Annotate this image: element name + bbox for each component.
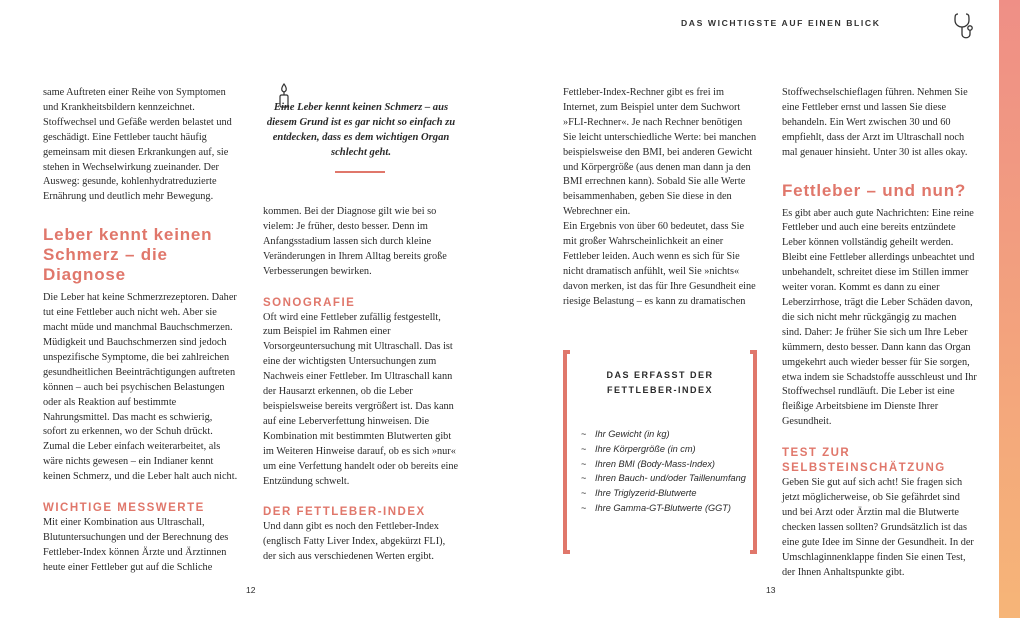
running-head: DAS WICHTIGSTE AUF EINEN BLICK [681,18,881,28]
tilde-bullet-icon: ~ [581,473,587,484]
tilde-bullet-icon: ~ [581,429,587,439]
heading-messwerte: WICHTIGE MESSWERTE [43,502,205,515]
list-item: ~ Ihren BMI (Body-Mass-Index) [581,457,751,472]
quote-divider [335,171,385,173]
col2-paragraph-2: Oft wird eine Fettleber zufällig festgestellt, zum Beispiel im Rahmen einer Vorsorgeuntersuchung mit Ultraschall. Das ist eine der wichtigsten Untersuchungen zum Nachweis einer Fettleber. Im Ultraschall kann der Hausarzt erkennen, ob die Leber beispielsweise bereits vergrößert ist. Das kann auf eine Leberverfettung hinweisen. Die Kombination mit bestimmten Blutwerten gibt im Weiteren Hinweise darauf, ob es sich »nur« um eine Verfettung handelt oder ob bereits eine Entzündung schwelt. [263,311,459,487]
col4-paragraph-2: Es gibt aber auch gute Nachrichten: Eine reine Fettleber und auch eine bereits entzündete Leber können vollständig geheilt werden. Bleibt eine Fettleber allerdings unbeachtet und unbehandelt, schreitet diese im Stillen immer weiter voran. Kommt es dann zu einer Leberzirrhose, trägt die Leber Schäden davon, die sich nicht mehr rückgängig zu machen sind. Daher: Je früher Sie sich um Ihre Leber kümmern, desto besser. Dann kann das Organ umgekehrt auch wieder besser für Sie sorgen, etwa indem sie Schadstoffe ausschleust und Ihr Stoffwechsel rundläuft. Die Leber ist eine fleißige Arbeitsbiene im Dienste Ihrer Gesundheit. [782,207,977,428]
list-item: ~ Ihren Bauch- und/oder Taillenumfang [581,471,751,486]
col4-paragraph-3: Geben Sie gut auf sich acht! Sie fragen sich jetzt möglicherweise, ob Sie gefährdet sind und bei Arzt oder Ärztin mal die Blutwerte checken lassen sollten? Grundsätzlich ist das eine gute Idee im Sinne der Gesundheit. In der Umschlaginnenklappe finden Sie einen Test, der Ihnen Anhaltspunkte gibt. [782,477,974,578]
col2-paragraph-1: kommen. Bei der Diagnose gilt wie bei so vielem: Je früher, desto besser. Denn im Anfangsstadium lassen sich durch kleine Veränderungen in Ihrem Alltag bereits große Verbesserungen bewirken. [263,206,447,277]
list-item: ~ Ihr Gewicht (in kg) [581,427,751,442]
heading-fettleber-index: DER FETTLEBER-INDEX [263,506,426,519]
info-box-list [581,427,751,516]
col1-paragraph-2: Die Leber hat keine Schmerzrezeptoren. Daher tut eine Fettleber auch nicht weh. Aber sie macht müde und manchmal Bauchschmerzen. Müdigkeit und Bauchschmerzen sind jedoch unspezifische Symptome, die bei zahlreichen gesundheitlichen Beeinträchtigungen auftreten können – auch bei psychischen Belastungen oder als Reaktion auf bestimmte Nahrungsmittel. Das macht es schwierig, sofort zu erkennen, wo der Schuh drückt. Zumal die Leber einfach weiterarbeitet, als wäre nichts gewesen – ein Indianer kennt keinen Schmerz, und die Leber halt auch nicht. [43,292,238,483]
col1-paragraph-3: Mit einer Kombination aus Ultraschall, Blutuntersuchungen und der Berechnung des Fettleber-Index können Ärzte und Ärztinnen heute einer Fettleber gut auf die Schliche [43,517,229,573]
col3-paragraph-1: Fettleber-Index-Rechner gibt es frei im Internet, zum Beispiel unter dem Suchwort »FLI-Rechner«. Je nach Rechner benötigen Sie leicht unterschiedliche Werte: bei manchen beispielsweise den BMI, bei anderen Gewicht und Körpergröße (aus denen man dann ja den BMI errechnen kann). Sobald Sie alle Werte beisammenhaben, geben Sie diese in den Webrechner ein. [563,87,757,218]
col2-paragraph-3: Und dann gibt es noch den Fettleber-Index (englisch Fatty Liver Index, abgekürzt FLI), der sich aus verschiedenen Werten ergibt. [263,521,446,563]
page-number-right: 13 [766,585,776,595]
pull-quote: Eine Leber kennt keinen Schmerz – aus diesem Grund ist es gar nicht so einfach zu entdecken, dass es dem wichtigen Organ schlecht geht. [266,102,456,158]
col1-paragraph-1: same Auftreten einer Reihe von Symptomen und Krankheitsbildern kennzeichnet. Stoffwechsel und Gefäße werden belastet und geschädigt. Eine Fettleber taucht häufig gemeinsam mit diesen Erkrankungen auf, sie stehen in Wechselwirkung zueinander. Der Ausweg: gesunde, kohlenhydratreduzierte Ernährung und deutlich mehr Bewegung. [43,87,232,203]
bracket-left [563,350,570,554]
tilde-bullet-icon: ~ [581,502,587,513]
info-box-title: DAS ERFASST DER FETTLEBER-INDEX [606,370,714,395]
page-edge-gradient [999,0,1020,618]
stethoscope-icon [952,12,978,42]
heading-und-nun: Fettleber – und nun? [782,180,967,200]
column-4 [782,86,977,580]
col3-paragraph-2: Ein Ergebnis von über 60 bedeutet, dass Sie mit großer Wahrscheinlichkeit an einer Fettleber leiden. Auch wenn es sich für Sie nicht dramatisch anfühlt, weil Sie »nichts« davon merken, ist das für Ihre Gesundheit eine riesige Belastung – es kann zu dramatischen [563,221,756,307]
col4-paragraph-1: Stoffwechselschieflagen führen. Nehmen Sie eine Fettleber ernst und lassen Sie diese behandeln. Ein Wert zwischen 30 und 60 empfiehlt, dass der Arzt im Ultraschall noch mal genauer hinsieht. Unter 30 ist alles okay. [782,87,968,158]
bracket-right [750,350,757,554]
list-item: ~ Ihre Gamma-GT-Blutwerte (GGT) [581,501,751,516]
tilde-bullet-icon: ~ [581,488,587,499]
list-item: ~ Ihre Körpergröße (in cm) [581,442,751,457]
column-2 [263,205,459,565]
heading-selbsteinschaetzung: TEST ZUR SELBSTEINSCHÄTZUNG [782,447,946,475]
heading-sonografie: SONOGRAFIE [263,296,356,309]
heading-diagnose: Leber kennt keinen Schmerz – die Diagnose [43,225,213,285]
list-item: ~ Ihre Triglyzerid-Blutwerte [581,486,751,501]
tilde-bullet-icon: ~ [581,443,587,454]
info-box-fettleber-index [563,350,757,554]
tilde-bullet-icon: ~ [581,458,587,469]
column-1 [43,86,238,576]
page-number-left: 12 [246,585,256,595]
column-3 [563,86,757,310]
